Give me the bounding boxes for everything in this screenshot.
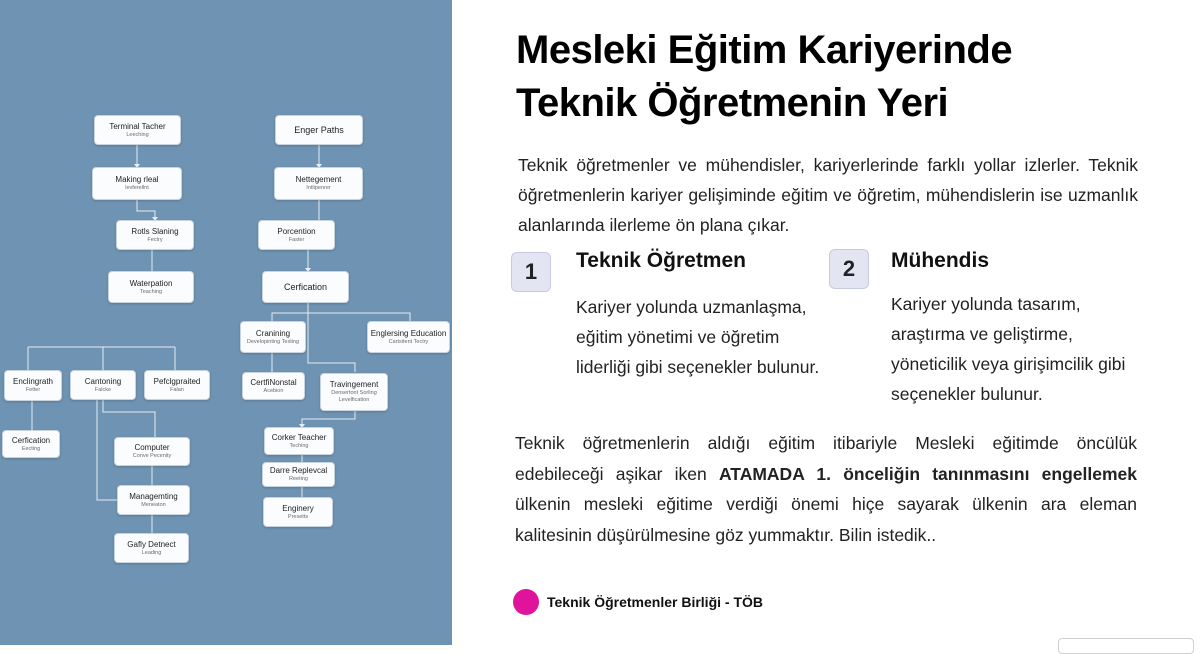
node-subtitle: Developinting Testing bbox=[246, 338, 300, 345]
node-title: Gafly Detnect bbox=[127, 539, 176, 549]
node-title: Making rleal bbox=[115, 175, 159, 184]
node-subtitle: Intlipenrer bbox=[306, 185, 331, 191]
flow-node-enger-paths bbox=[275, 115, 363, 145]
flow-node-certification-mid bbox=[262, 271, 349, 303]
flow-node-travingement bbox=[320, 373, 388, 411]
node-title: Nettegement bbox=[295, 175, 342, 184]
title-line-2: Teknik Öğretmenin Yeri bbox=[516, 81, 949, 125]
node-subtitle: Fectry bbox=[147, 236, 163, 243]
node-title: Travingement bbox=[329, 380, 379, 389]
node-subtitle: levferellnt bbox=[125, 185, 149, 191]
node-title: Enginery bbox=[282, 503, 314, 513]
closing-text-start: Teknik öğretmenlerin aldığı eğitim itibariyle Mesleki eğitimde öncülük edebileceği aşikar iken bbox=[515, 433, 1137, 484]
flow-node-perception bbox=[258, 220, 335, 250]
node-title: Englersing Education bbox=[370, 328, 447, 338]
node-subtitle: Acebion bbox=[263, 387, 284, 394]
node-title: Managemting bbox=[129, 491, 178, 501]
flow-node-terminal-teacher bbox=[94, 115, 181, 145]
node-subtitle: Fetter bbox=[25, 387, 41, 393]
node-title: Enclingrath bbox=[12, 377, 54, 386]
node-subtitle: Cartsitent Tectry bbox=[388, 338, 429, 345]
node-subtitle: Presetts bbox=[287, 513, 309, 520]
flow-node-rotls-slaning bbox=[116, 220, 194, 250]
flow-node-dare-replevcal bbox=[262, 462, 335, 487]
flow-node-enclingrath bbox=[4, 370, 62, 401]
node-subtitle: Teaching bbox=[139, 288, 163, 295]
flow-node-gaffy-detnect bbox=[114, 533, 189, 563]
flow-node-certfinonstal bbox=[242, 372, 305, 400]
node-title: Porcention bbox=[277, 226, 316, 236]
node-title: Pefclgpraited bbox=[153, 376, 201, 386]
node-title: CertfiNonstal bbox=[250, 377, 297, 387]
number-badge-2: 2 bbox=[829, 249, 869, 289]
closing-text-end: ülkenin mesleki eğitime verdiği önemi hiçe sayarak ülkenin ara eleman kalitesinin düşürülmesine göz yummaktır. Bilin istedik.. bbox=[515, 494, 1137, 545]
flow-node-making-real bbox=[92, 167, 182, 200]
node-subtitle: Leeching bbox=[126, 131, 149, 138]
flow-node-nettegement bbox=[274, 167, 363, 200]
node-title: Enger Paths bbox=[294, 125, 344, 135]
footer-dot-icon bbox=[513, 589, 539, 615]
node-title: Corker Teacher bbox=[271, 432, 327, 442]
flow-node-waterpation bbox=[108, 271, 194, 303]
node-title: Cerfication bbox=[283, 282, 328, 292]
flow-node-pefclgpraited bbox=[144, 370, 210, 400]
node-subtitle: Faster bbox=[288, 236, 305, 243]
flow-node-cantoning bbox=[70, 370, 136, 400]
node-subtitle: Falcke bbox=[94, 386, 112, 393]
footer-organization: Teknik Öğretmenler Birliği - TÖB bbox=[547, 594, 764, 610]
title-line-1: Mesleki Eğitim Kariyerinde bbox=[516, 28, 1013, 72]
node-title: Cantoning bbox=[84, 376, 122, 386]
flow-node-corker-teacher bbox=[264, 427, 334, 455]
node-subtitle: Densertont Sorling Levelfication bbox=[331, 390, 377, 403]
node-subtitle: Reeting bbox=[289, 476, 308, 482]
flow-node-cranining bbox=[240, 321, 306, 353]
node-subtitle: Eecting bbox=[21, 445, 41, 452]
flow-node-computer bbox=[114, 437, 190, 466]
career-flowchart bbox=[0, 0, 452, 645]
flow-node-enginery bbox=[263, 497, 333, 527]
node-title: Computer bbox=[134, 443, 170, 452]
column-description-muhendis: Kariyer yolunda tasarım, araştırma ve geliştirme, yöneticilik veya girişimcilik gibi seçenekler bulunur. bbox=[891, 294, 1126, 404]
corner-panel bbox=[1058, 638, 1194, 654]
node-title: Cerfication bbox=[11, 435, 51, 445]
intro-paragraph: Teknik öğretmenler ve mühendisler, kariyerlerinde farklı yollar izlerler. Teknik öğretmenlerin kariyer gelişiminde eğitim ve öğretim, mühendislerin ise uzmanlık alanlarında ilerleme ön plana çıkar. bbox=[518, 155, 1138, 235]
node-title: Cranining bbox=[255, 328, 291, 338]
node-title: Darre Replevcal bbox=[269, 466, 328, 475]
node-subtitle: Meneaton bbox=[141, 501, 166, 508]
node-subtitle: Teching bbox=[289, 442, 309, 449]
node-title: Terminal Tacher bbox=[109, 121, 166, 131]
column-title-muhendis: Mühendis bbox=[891, 249, 989, 272]
page-title bbox=[516, 24, 1176, 130]
node-title: Waterpation bbox=[129, 278, 173, 288]
number-badge-1: 1 bbox=[511, 252, 551, 292]
closing-emphasis: ATAMADA 1. önceliğin tanınmasını engellemek bbox=[718, 463, 1137, 484]
node-title: Rotls Slaning bbox=[131, 226, 179, 236]
node-subtitle: Falan bbox=[170, 386, 184, 393]
node-subtitle: Conve Pecenity bbox=[132, 453, 172, 459]
column-description-teknik-ogretmen: Kariyer yolunda uzmanlaşma, eğitim yönetimi ve öğretim liderliği gibi seçenekler bulunur. bbox=[576, 297, 820, 377]
column-title-teknik-ogretmen: Teknik Öğretmen bbox=[576, 249, 746, 272]
node-subtitle: Leading bbox=[141, 549, 162, 556]
flow-node-engineering-education bbox=[367, 321, 450, 353]
flow-node-certification-left bbox=[2, 430, 60, 458]
footer bbox=[513, 589, 763, 615]
flow-node-managementing bbox=[117, 485, 190, 515]
closing-paragraph bbox=[515, 428, 1137, 550]
